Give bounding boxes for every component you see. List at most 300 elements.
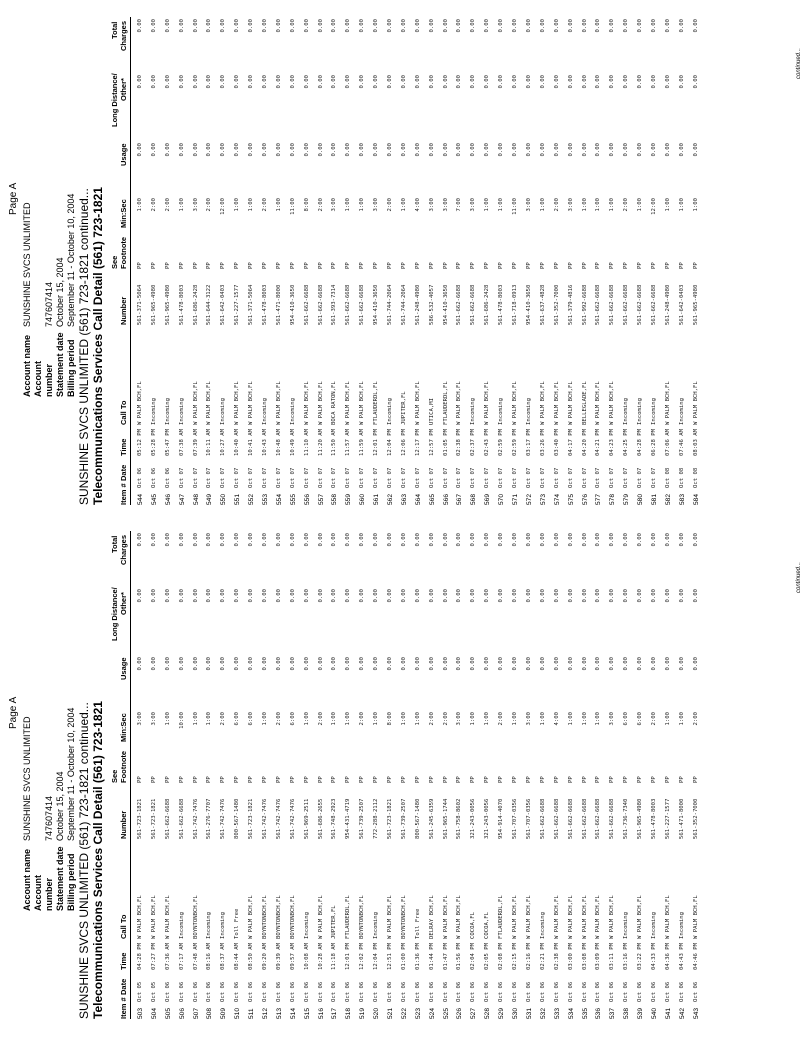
- usage: 0.00: [664, 143, 671, 157]
- usage: 0.00: [234, 657, 241, 671]
- call-time: 12:17 PM: [414, 429, 421, 456]
- call-time: 02:59 PM: [498, 429, 505, 456]
- call-to: W PALM BCH,FL: [512, 895, 519, 939]
- min-sec: 1:00: [206, 712, 213, 726]
- min-sec: 1:00: [539, 198, 546, 212]
- call-number: 561-662-6688: [609, 798, 616, 839]
- call-time: 02:05 PM: [484, 943, 491, 970]
- table-row: [398, 17, 412, 505]
- long-distance-other: 0.00: [178, 75, 185, 89]
- long-distance-other: 0.00: [137, 75, 143, 89]
- footnote: PP: [525, 776, 532, 783]
- usage: 0.00: [595, 143, 602, 157]
- account-name: SUNSHINE SVCS UNLIMITED: [22, 716, 32, 841]
- call-date: Oct 07: [387, 467, 394, 488]
- usage: 0.00: [567, 143, 574, 157]
- call-date: Oct 07: [373, 467, 380, 488]
- statement-page: [0, 8, 809, 515]
- call-date: Oct 06: [387, 981, 394, 1002]
- min-sec: 1:00: [414, 712, 421, 726]
- min-sec: 3:00: [192, 198, 199, 212]
- footnote: PP: [220, 776, 227, 783]
- call-to: FTLAUDERDL,FL: [345, 895, 352, 939]
- page-number: Page A: [8, 696, 19, 729]
- long-distance-other: 0.00: [206, 589, 213, 603]
- call-time: 11:10 AM: [303, 429, 310, 456]
- footnote: PP: [637, 262, 644, 269]
- call-number: 561-965-1744: [442, 798, 449, 839]
- footnote: PP: [150, 262, 157, 269]
- item-number: 542: [678, 1007, 686, 1019]
- long-distance-other: 0.00: [442, 589, 449, 603]
- call-number: 561-965-4980: [164, 284, 171, 325]
- table-row: [634, 17, 648, 505]
- call-time: 11:57 AM: [345, 429, 352, 456]
- usage: 0.00: [678, 143, 685, 157]
- long-distance-other: 0.00: [678, 75, 685, 89]
- call-date: Oct 07: [581, 467, 588, 488]
- footnote: PP: [137, 262, 143, 269]
- call-date: Oct 06: [317, 981, 324, 1002]
- table-row: [537, 531, 551, 1019]
- call-time: 12:51 PM: [387, 943, 394, 970]
- call-date: Oct 06: [623, 981, 630, 1002]
- call-number: 561-736-7340: [623, 798, 630, 839]
- footnote: PP: [623, 262, 630, 269]
- call-date: Oct 07: [650, 467, 657, 488]
- col-long-distance: Long Distance/: [110, 587, 119, 641]
- usage: 0.00: [220, 143, 227, 157]
- usage: 0.00: [414, 657, 421, 671]
- total-charges: 0.00: [150, 19, 157, 33]
- call-date: Oct 06: [178, 981, 185, 1002]
- total-charges: 0.00: [525, 533, 532, 547]
- footnote: PP: [234, 776, 241, 783]
- item-number: 505: [164, 1007, 172, 1019]
- footnote: PP: [470, 776, 477, 783]
- long-distance-other: 0.00: [609, 589, 616, 603]
- item-number: 528: [484, 1007, 492, 1019]
- call-number: 561-742-7476: [220, 798, 227, 839]
- call-to: W PALM BCH,FL: [609, 895, 616, 939]
- call-time: 09:57 AM: [289, 943, 296, 970]
- table-row: [148, 17, 162, 505]
- total-charges: 0.00: [609, 533, 616, 547]
- long-distance-other: 0.00: [650, 75, 657, 89]
- footnote: PP: [317, 262, 324, 269]
- table-row: [495, 17, 509, 505]
- footnote: PP: [137, 776, 143, 783]
- total-charges: 0.00: [317, 533, 324, 547]
- call-to: W PALM BCH,FL: [206, 381, 213, 425]
- call-number: 954-410-3650: [289, 284, 296, 325]
- footnote: PP: [498, 262, 505, 269]
- long-distance-other: 0.00: [678, 589, 685, 603]
- usage: 0.00: [373, 657, 380, 671]
- call-time: 07:46 AM: [678, 429, 685, 456]
- call-time: 12:04 PM: [387, 429, 394, 456]
- min-sec: 1:00: [178, 198, 185, 212]
- call-number: 561-393-7314: [331, 284, 338, 325]
- table-title: Telecommunications Services Call Detail (561) 723-1821: [91, 187, 105, 505]
- usage: 0.00: [317, 143, 324, 157]
- total-charges: 0.00: [428, 19, 435, 33]
- min-sec: 2:00: [262, 198, 269, 212]
- usage: 0.00: [192, 657, 199, 671]
- long-distance-other: 0.00: [664, 589, 671, 603]
- call-number: 561-379-4816: [567, 284, 574, 325]
- continued-note: continued...: [796, 561, 802, 593]
- call-date: Oct 06: [456, 981, 463, 1002]
- footnote: PP: [525, 262, 532, 269]
- usage: 0.00: [637, 143, 644, 157]
- call-date: Oct 05: [150, 981, 157, 1002]
- call-time: 10:28 AM: [317, 943, 324, 970]
- call-time: 02:21 PM: [539, 943, 546, 970]
- total-charges: 0.00: [331, 19, 338, 33]
- call-date: Oct 06: [164, 467, 171, 488]
- min-sec: 8:00: [387, 712, 394, 726]
- call-time: 12:04 PM: [373, 943, 380, 970]
- call-date: Oct 06: [303, 981, 310, 1002]
- total-charges: 0.00: [303, 533, 310, 547]
- table-row: [259, 531, 273, 1019]
- item-number: 578: [609, 493, 617, 505]
- usage: 0.00: [525, 143, 532, 157]
- long-distance-other: 0.00: [637, 589, 644, 603]
- call-number: 561-644-3122: [206, 284, 213, 325]
- call-number: 561-707-0356: [525, 798, 532, 839]
- min-sec: 1:00: [484, 712, 491, 726]
- call-time: 09:20 AM: [262, 943, 269, 970]
- min-sec: 1:00: [234, 198, 241, 212]
- usage: 0.00: [137, 143, 143, 157]
- footnote: PP: [484, 776, 491, 783]
- long-distance-other: 0.00: [484, 75, 491, 89]
- total-charges: 0.00: [484, 19, 491, 33]
- long-distance-other: 0.00: [595, 589, 602, 603]
- min-sec: 2:00: [442, 712, 449, 726]
- usage: 0.00: [525, 657, 532, 671]
- call-to: FTLAUDERDL,FL: [442, 381, 449, 425]
- total-charges: 0.00: [248, 19, 255, 33]
- long-distance-other: 0.00: [373, 75, 380, 89]
- long-distance-other: 0.00: [623, 75, 630, 89]
- min-sec: 2:00: [317, 712, 324, 726]
- call-to: W PALM BCH,FL: [512, 381, 519, 425]
- item-number: 562: [387, 493, 395, 505]
- call-date: Oct 07: [192, 467, 199, 488]
- call-date: Oct 06: [206, 981, 213, 1002]
- item-number: 557: [317, 493, 325, 505]
- item-number: 537: [609, 1007, 617, 1019]
- section-title: SUNSHINE SVCS UNLIMITED (561) 723-1821 continued...: [77, 702, 91, 1019]
- item-number: 561: [373, 493, 381, 505]
- table-row: [162, 531, 176, 1019]
- total-charges: 0.00: [220, 19, 227, 33]
- call-number: 561-992-6688: [581, 284, 588, 325]
- call-time: 04:21 PM: [595, 429, 602, 456]
- total-charges: 0.00: [595, 19, 602, 33]
- usage: 0.00: [692, 143, 699, 157]
- call-to: W PALM BCH,FL: [567, 381, 574, 425]
- item-number: 571: [512, 493, 520, 505]
- call-date: Oct 07: [567, 467, 574, 488]
- call-to: COCOA,FL: [484, 912, 491, 939]
- call-date: Oct 07: [331, 467, 338, 488]
- call-date: Oct 07: [525, 467, 532, 488]
- table-row: [620, 17, 634, 505]
- item-number: 522: [400, 1007, 408, 1019]
- call-date: Oct 06: [428, 981, 435, 1002]
- call-date: Oct 06: [248, 981, 255, 1002]
- total-charges: 0.00: [373, 533, 380, 547]
- item-number: 510: [234, 1007, 242, 1019]
- total-charges: 0.00: [345, 533, 352, 547]
- call-number: 561-965-4980: [150, 284, 157, 325]
- call-to: DELRAY BCH,FL: [428, 895, 435, 939]
- call-date: Oct 07: [456, 467, 463, 488]
- table-row: [287, 531, 301, 1019]
- call-number: 561-662-6688: [553, 798, 560, 839]
- min-sec: 2:00: [164, 198, 171, 212]
- call-to: Incoming: [525, 398, 532, 425]
- table-row: [370, 17, 384, 505]
- item-number: 548: [192, 493, 200, 505]
- footnote: PP: [664, 776, 671, 783]
- table-row: [551, 531, 565, 1019]
- col-see: See: [110, 769, 119, 783]
- total-charges: 0.00: [359, 19, 366, 33]
- call-to: JUPITER,FL: [400, 391, 407, 425]
- item-number: 511: [248, 1008, 256, 1019]
- item-number: 507: [192, 1007, 200, 1019]
- call-to: Toll Free: [234, 908, 241, 939]
- min-sec: 1:00: [637, 198, 644, 212]
- footnote: PP: [595, 262, 602, 269]
- call-time: 02:38 PM: [456, 429, 463, 456]
- total-charges: 0.00: [609, 19, 616, 33]
- col-long-distance: Long Distance/: [110, 73, 119, 127]
- long-distance-other: 0.00: [581, 75, 588, 89]
- long-distance-other: 0.00: [456, 75, 463, 89]
- call-number: 561-662-6688: [178, 798, 185, 839]
- call-time: 04:28 PM: [137, 943, 143, 970]
- call-date: Oct 06: [664, 981, 671, 1002]
- footnote: PP: [567, 262, 574, 269]
- item-number: 544: [137, 493, 144, 505]
- footnote: PP: [414, 776, 421, 783]
- item-number: 532: [539, 1007, 547, 1019]
- call-number: 561-248-4980: [664, 284, 671, 325]
- long-distance-other: 0.00: [637, 75, 644, 89]
- long-distance-other: 0.00: [331, 589, 338, 603]
- long-distance-other: 0.00: [414, 589, 421, 603]
- long-distance-other: 0.00: [359, 75, 366, 89]
- min-sec: 12:00: [220, 198, 227, 215]
- statement-date: October 15, 2004: [55, 771, 65, 841]
- long-distance-other: 0.00: [470, 589, 477, 603]
- call-number: 561-723-1821: [150, 798, 157, 839]
- total-charges: 0.00: [664, 19, 671, 33]
- call-number: 561-471-8000: [275, 284, 282, 325]
- table-row: [495, 531, 509, 1019]
- call-time: 03:22 PM: [637, 943, 644, 970]
- min-sec: 2:00: [692, 712, 699, 726]
- col-see: See: [110, 255, 119, 269]
- item-number: 552: [248, 493, 256, 505]
- long-distance-other: 0.00: [359, 589, 366, 603]
- call-time: 05:47 PM: [164, 429, 171, 456]
- item-number: 526: [456, 1007, 464, 1019]
- call-time: 10:40 AM: [234, 429, 241, 456]
- account-number: 747607414: [44, 795, 54, 841]
- col-charges: Charges: [119, 20, 128, 51]
- min-sec: 1:00: [345, 712, 352, 726]
- call-to: W PALM BCH,FL: [137, 381, 143, 425]
- item-number: 554: [275, 493, 283, 505]
- call-number: 561-662-6688: [581, 798, 588, 839]
- call-date: Oct 06: [192, 981, 199, 1002]
- footnote: PP: [581, 262, 588, 269]
- long-distance-other: 0.00: [484, 589, 491, 603]
- table-row: [690, 17, 704, 505]
- table-row: [273, 17, 287, 505]
- call-date: Oct 08: [678, 467, 685, 488]
- table-row: [245, 17, 259, 505]
- usage: 0.00: [275, 143, 282, 157]
- footnote: PP: [331, 776, 338, 783]
- long-distance-other: 0.00: [498, 589, 505, 603]
- table-row: [370, 531, 384, 1019]
- usage: 0.00: [456, 657, 463, 671]
- table-row: [440, 17, 454, 505]
- usage: 0.00: [442, 143, 449, 157]
- call-date: Oct 06: [137, 467, 143, 488]
- call-number: 561-739-2507: [400, 798, 407, 839]
- footnote: PP: [373, 776, 380, 783]
- table-row: [648, 531, 662, 1019]
- total-charges: 0.00: [456, 533, 463, 547]
- call-date: Oct 06: [262, 981, 269, 1002]
- table-row: [412, 531, 426, 1019]
- total-charges: 0.00: [164, 533, 171, 547]
- item-number: 581: [650, 493, 658, 505]
- call-time: 01:05 PM: [442, 429, 449, 456]
- item-number: 535: [581, 1007, 589, 1019]
- item-number: 519: [359, 1007, 367, 1019]
- table-row: [606, 531, 620, 1019]
- call-number: 561-662-6688: [345, 284, 352, 325]
- min-sec: 1:00: [137, 198, 143, 212]
- usage: 0.00: [581, 657, 588, 671]
- call-time: 11:59 AM: [359, 429, 366, 456]
- table-row: [426, 17, 440, 505]
- min-sec: 1:00: [581, 712, 588, 726]
- footnote: PP: [553, 262, 560, 269]
- total-charges: 0.00: [567, 533, 574, 547]
- usage: 0.00: [331, 143, 338, 157]
- footnote: PP: [650, 262, 657, 269]
- table-row: [467, 17, 481, 505]
- usage: 0.00: [637, 657, 644, 671]
- item-number: 523: [414, 1007, 422, 1019]
- min-sec: 4:00: [553, 712, 560, 726]
- total-charges: 0.00: [178, 533, 185, 547]
- item-number: 560: [359, 493, 367, 505]
- item-number: 567: [456, 493, 464, 505]
- call-time: 03:17 PM: [525, 429, 532, 456]
- call-to: FTLAUDERDL,FL: [373, 381, 380, 425]
- call-date: Oct 07: [248, 467, 255, 488]
- call-date: Oct 07: [498, 467, 505, 488]
- footnote: PP: [206, 262, 213, 269]
- min-sec: 4:00: [414, 198, 421, 212]
- footnote: PP: [150, 776, 157, 783]
- min-sec: 6:00: [289, 712, 296, 726]
- table-row: [148, 531, 162, 1019]
- item-number: 576: [581, 493, 589, 505]
- item-number: 580: [637, 493, 645, 505]
- long-distance-other: 0.00: [150, 589, 157, 603]
- min-sec: 3:00: [442, 198, 449, 212]
- total-charges: 0.00: [623, 533, 630, 547]
- item-number: 574: [553, 493, 561, 505]
- call-to: W PALM BCH,FL: [692, 895, 699, 939]
- item-number: 530: [512, 1007, 520, 1019]
- call-number: 561-742-7476: [192, 798, 199, 839]
- call-number: 561-371-5064: [137, 284, 143, 325]
- total-charges: 0.00: [400, 19, 407, 33]
- call-to: Incoming: [178, 912, 185, 939]
- call-time: 11:50 AM: [331, 429, 338, 456]
- item-number: 584: [692, 493, 700, 505]
- call-to: Incoming: [220, 398, 227, 425]
- call-to: W PALM BCH,FL: [456, 895, 463, 939]
- call-date: Oct 06: [164, 981, 171, 1002]
- call-time: 02:59 PM: [512, 429, 519, 456]
- call-number: 561-227-1577: [664, 798, 671, 839]
- total-charges: 0.00: [150, 533, 157, 547]
- long-distance-other: 0.00: [192, 589, 199, 603]
- call-time: 04:20 PM: [581, 429, 588, 456]
- call-time: 01:36 PM: [414, 943, 421, 970]
- call-date: Oct 06: [414, 981, 421, 1002]
- item-number: 534: [567, 1007, 575, 1019]
- table-row: [579, 531, 593, 1019]
- long-distance-other: 0.00: [539, 75, 546, 89]
- call-number: 561-662-6688: [456, 284, 463, 325]
- usage: 0.00: [664, 657, 671, 671]
- item-number: 559: [345, 493, 353, 505]
- call-number: 586-532-4057: [428, 284, 435, 325]
- footnote: PP: [484, 262, 491, 269]
- footnote: PP: [581, 776, 588, 783]
- call-time: 11:18 AM: [331, 943, 338, 970]
- account-number-label: Account number: [33, 361, 54, 397]
- call-date: Oct 07: [359, 467, 366, 488]
- col-charges: Charges: [119, 534, 128, 565]
- long-distance-other: 0.00: [150, 75, 157, 89]
- long-distance-other: 0.00: [220, 589, 227, 603]
- call-to: W PALM BCH,FL: [664, 895, 671, 939]
- call-number: 561-248-4980: [414, 284, 421, 325]
- usage: 0.00: [400, 657, 407, 671]
- item-number: 525: [442, 1007, 450, 1019]
- item-number: 555: [289, 493, 297, 505]
- col-minsec: Min:Sec: [119, 713, 128, 742]
- footnote: PP: [289, 262, 296, 269]
